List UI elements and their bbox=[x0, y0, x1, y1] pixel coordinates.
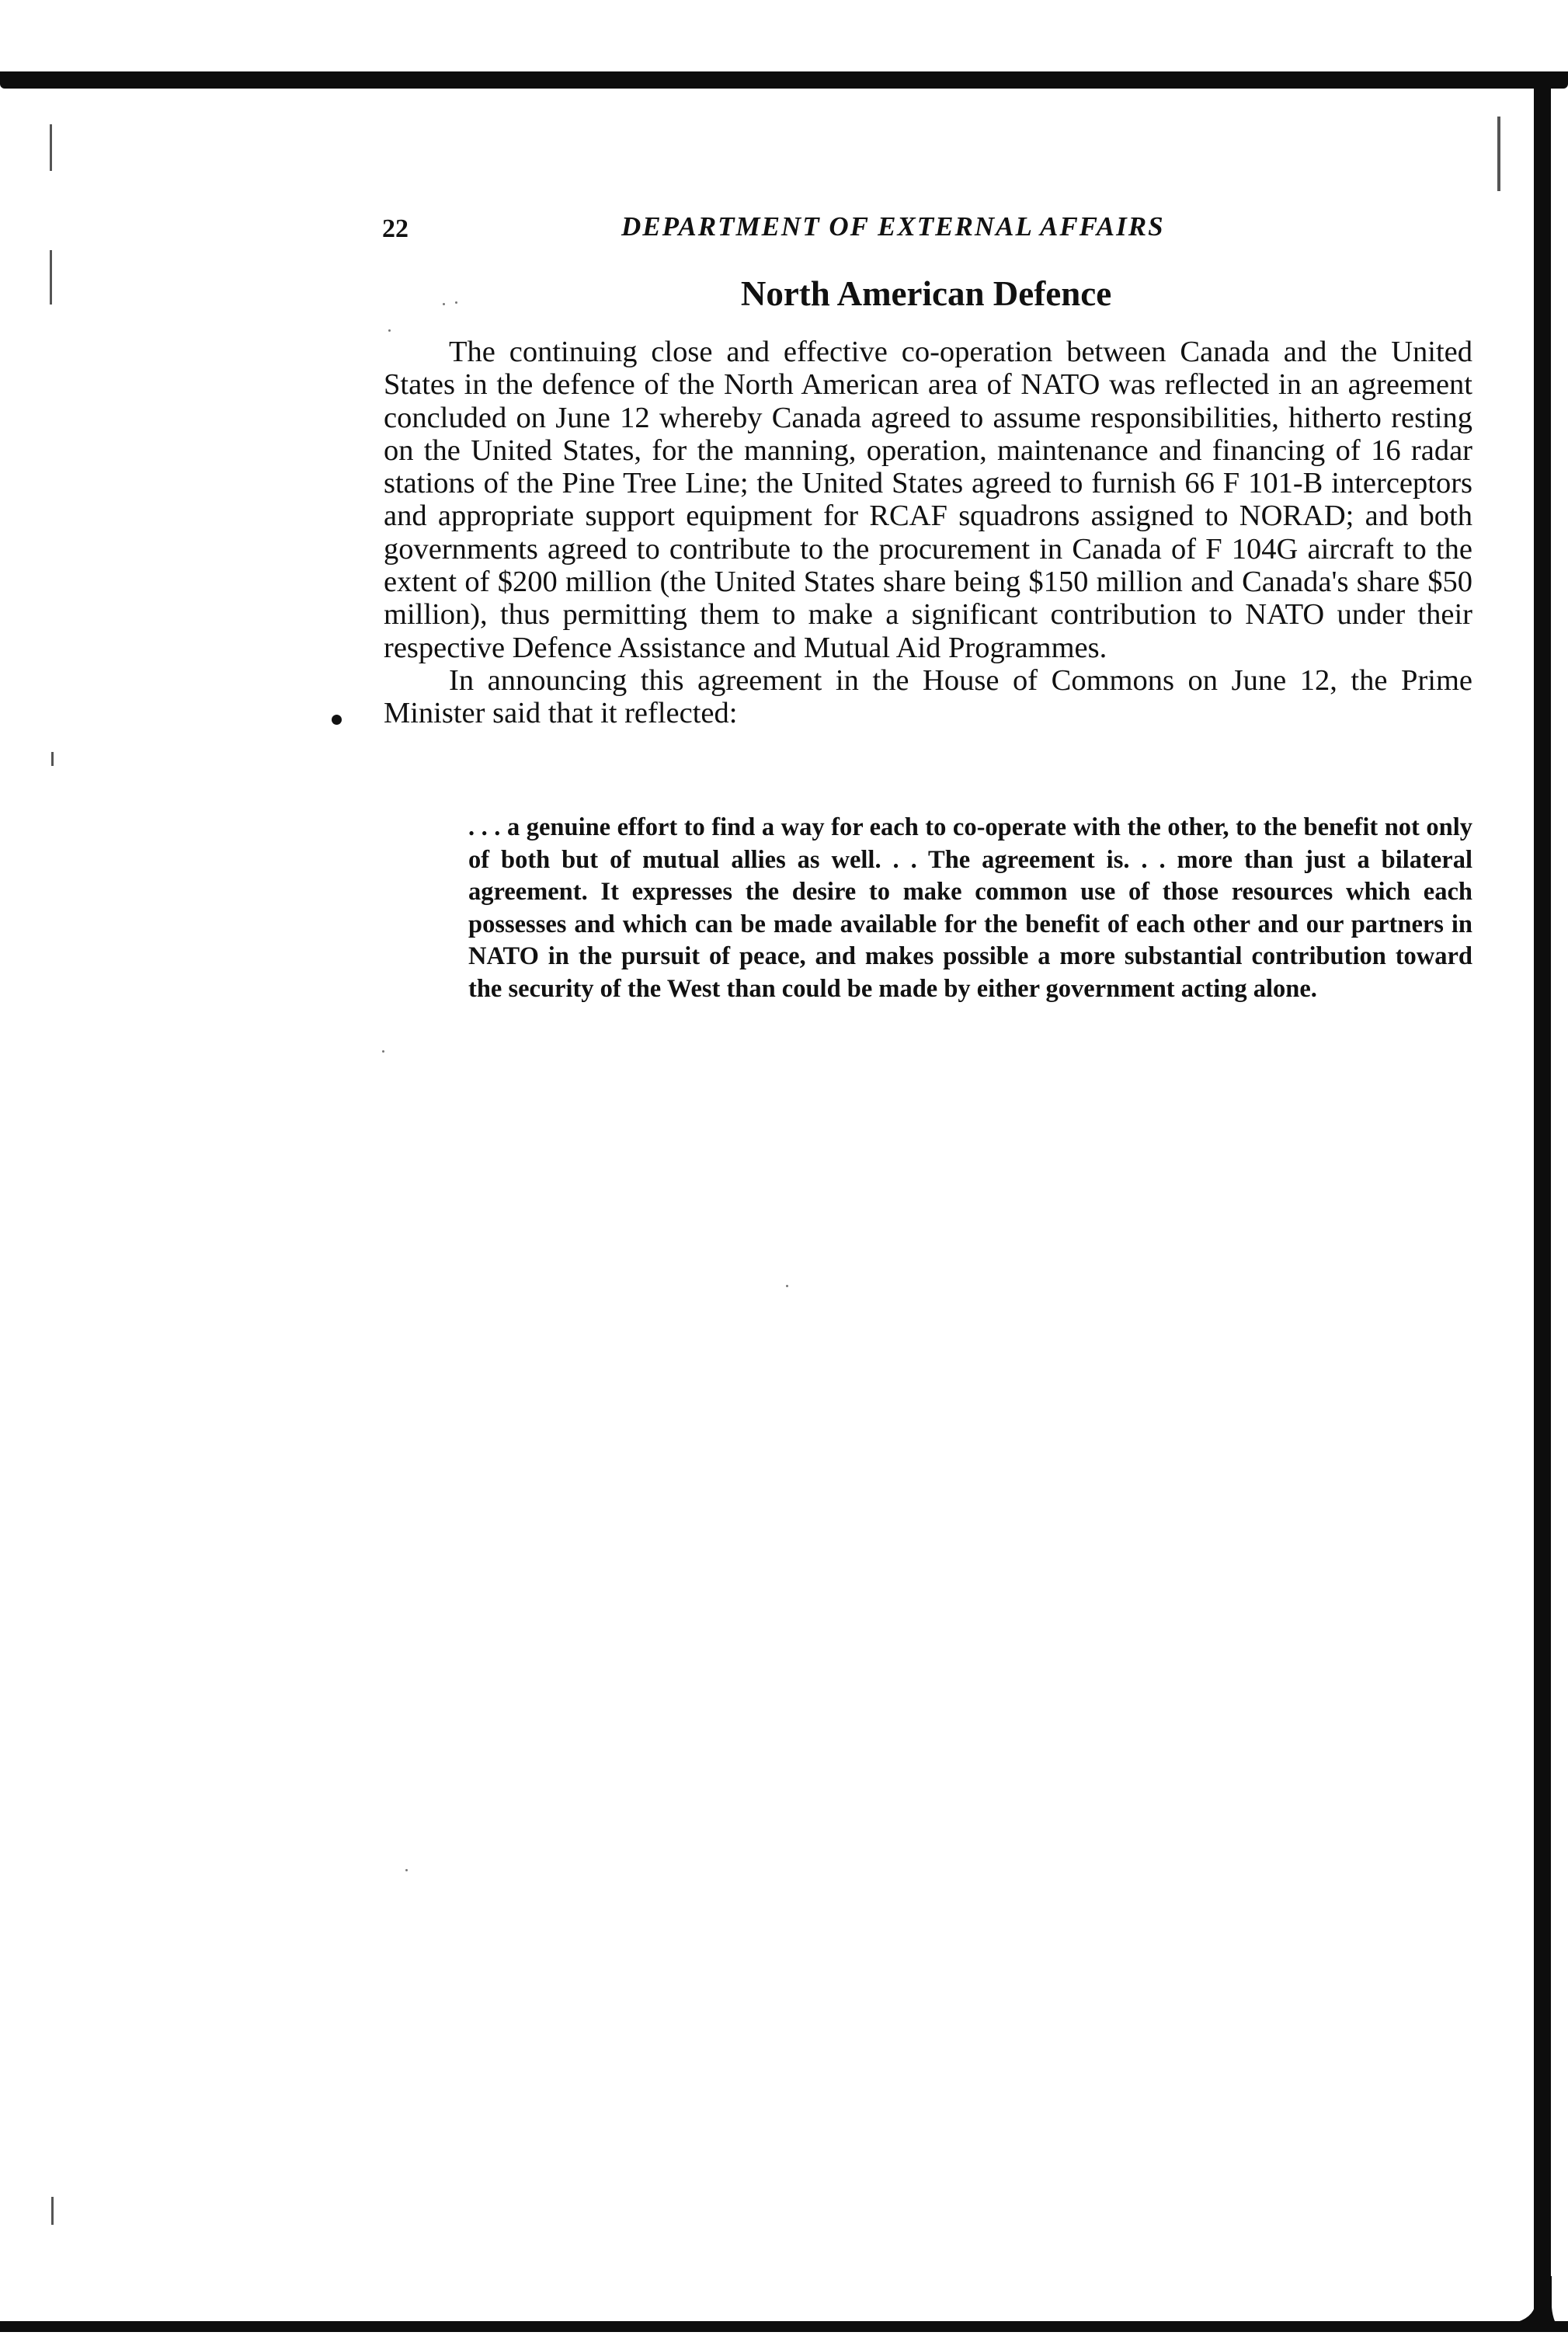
body-paragraph: In announcing this agreement in the House of Commons on June 12, the Prime Minister said that it reflected: bbox=[384, 663, 1472, 730]
section-title: North American Defence bbox=[740, 274, 1112, 313]
scan-speck bbox=[50, 124, 52, 171]
body-paragraph: The continuing close and effective co-operation between Canada and the United States in the defence of the North American area of NATO was reflected in an agreement concluded on June 12 whereby Canada agreed to assume responsibilities, hitherto resting on the United States, for the manning, operation, maintenance and financing of 16 radar stations of the Pine Tree Line; the United States agreed to furnish 66 F 101-B interceptors and appropriate support equipment for RCAF squadrons assigned to NORAD; and both governments agreed to contribute to the procurement in Canada of F 104G aircraft to the extent of $200 million (the United States share being $150 million and Canada's share $50 million), thus permitting them to make a significant contribution to NATO under their respective Defence Assistance and Mutual Aid Programmes. bbox=[384, 336, 1472, 664]
scan-speck bbox=[786, 1285, 788, 1287]
page-curl-mark bbox=[1507, 2276, 1561, 2330]
margin-dot bbox=[332, 715, 342, 725]
page-border-right bbox=[1534, 87, 1551, 2309]
running-title: DEPARTMENT OF EXTERNAL AFFAIRS bbox=[621, 211, 1165, 242]
running-head bbox=[0, 204, 1568, 250]
page-border-bottom bbox=[0, 2321, 1568, 2332]
scan-speck bbox=[405, 1869, 408, 1871]
scan-speck bbox=[1497, 117, 1500, 191]
body-text bbox=[384, 336, 1472, 730]
page-border-top bbox=[0, 71, 1568, 89]
scan-speck bbox=[51, 2197, 54, 2225]
scan-speck bbox=[51, 752, 54, 766]
block-quote: . . . a genuine effort to find a way for each to co-operate with the other, to the benefit not only of both but of mutual allies as well. . . The agreement is. . . more than just a bilateral agreement. It expresses the desire to make common use of those resources which each possesses and which can be made available for the benefit of each other and our partners in NATO in the pursuit of peace, and makes possible a more substantial contribution toward the security of the West than could be made by either government acting alone. bbox=[468, 813, 1472, 1003]
page-number: 22 bbox=[382, 214, 409, 243]
scan-speck bbox=[382, 1050, 384, 1053]
scan-speck bbox=[388, 329, 391, 332]
